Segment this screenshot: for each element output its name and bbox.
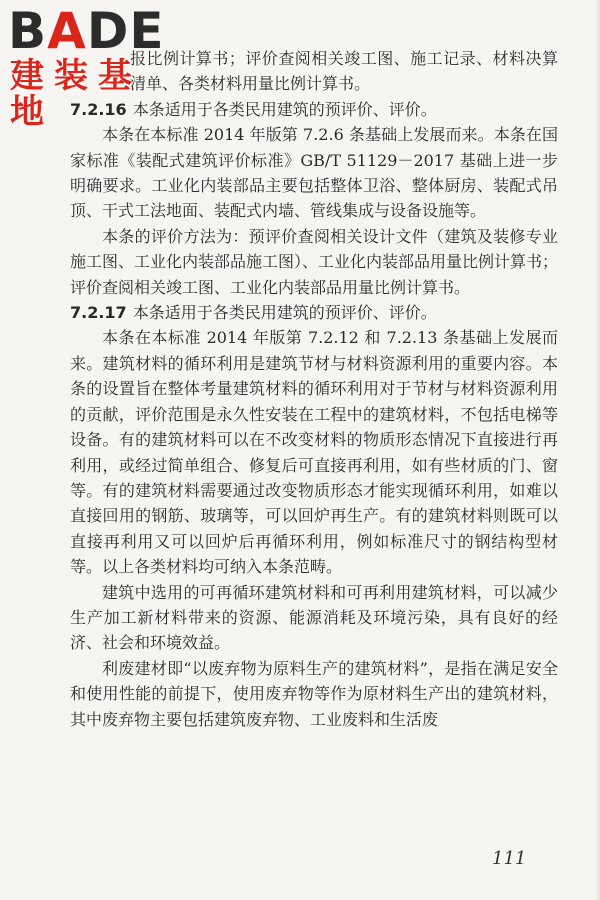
clause-7-2-17	[70, 300, 558, 325]
clause-number: 7.2.16	[70, 99, 127, 119]
paragraph-continued: 报比例计算书；评价查阅相关竣工图、施工记录、材料决算清单、各类材料用量比例计算书。	[130, 49, 558, 94]
page-edge-shadow	[594, 0, 600, 900]
page-body	[70, 46, 558, 732]
logo-subtitle: 建装基地	[10, 56, 142, 132]
clause-heading-text: 本条适用于各类民用建筑的预评价、评价。	[132, 99, 437, 119]
clause-number: 7.2.17	[70, 303, 127, 323]
page-number: 111	[492, 848, 527, 869]
paragraph: 利废建材即“以废弃物为原料生产的建筑材料”，是指在满足安全和使用性能的前提下，使用废弃物等作为原材料生产出的建筑材料，其中废弃物主要包括建筑废弃物、工业废料和生活废	[70, 658, 558, 729]
paragraph: 本条在本标准 2014 年版第 7.2.6 条基础上发展而来。本条在国家标准《装配式建筑评价标准》GB/T 51129－2017 基础上进一步明确要求。工业化内装部品主要包括整体卫浴、整体厨房、装配式吊顶、干式工法地面、装配式内墙、管线集成与设备设施等。	[70, 125, 558, 221]
paragraph: 本条在本标准 2014 年版第 7.2.12 和 7.2.13 条基础上发展而来。建筑材料的循环利用是建筑节材与材料资源利用的重要内容。本条的设置旨在整体考量建筑材料的循环利用对于节材与材料资源利用的贡献，评价范围是永久性安装在工程中的建筑材料，不包括电梯等设备。有的建筑材料可以在不改变材料的物质形态情况下直接进行再利用，或经过简单组合、修复后可直接再利用，如有些材质的门、窗等。有的建筑材料需要通过改变物质形态才能实现循环利用，如难以直接回用的钢筋、玻璃等，可以回炉再生产。有的建筑材料则既可以直接再利用又可以回炉后再循环利用，例如标准尺寸的钢结构型材等。以上各类材料均可纳入本条范畴。	[70, 328, 558, 577]
paragraph: 建筑中选用的可再循环建筑材料和可再利用建筑材料，可以减少生产加工新材料带来的资源、能源消耗及环境污染，具有良好的经济、社会和环境效益。	[70, 582, 558, 653]
logo-wordmark: BADE	[8, 2, 165, 60]
paragraph: 本条的评价方法为：预评价查阅相关设计文件（建筑及装修专业施工图、工业化内装部品施工图）、工业化内装部品用量比例计算书；评价查阅相关竣工图、工业化内装部品用量比例计算书。	[70, 226, 559, 297]
clause-heading-text: 本条适用于各类民用建筑的预评价、评价。	[132, 303, 437, 323]
